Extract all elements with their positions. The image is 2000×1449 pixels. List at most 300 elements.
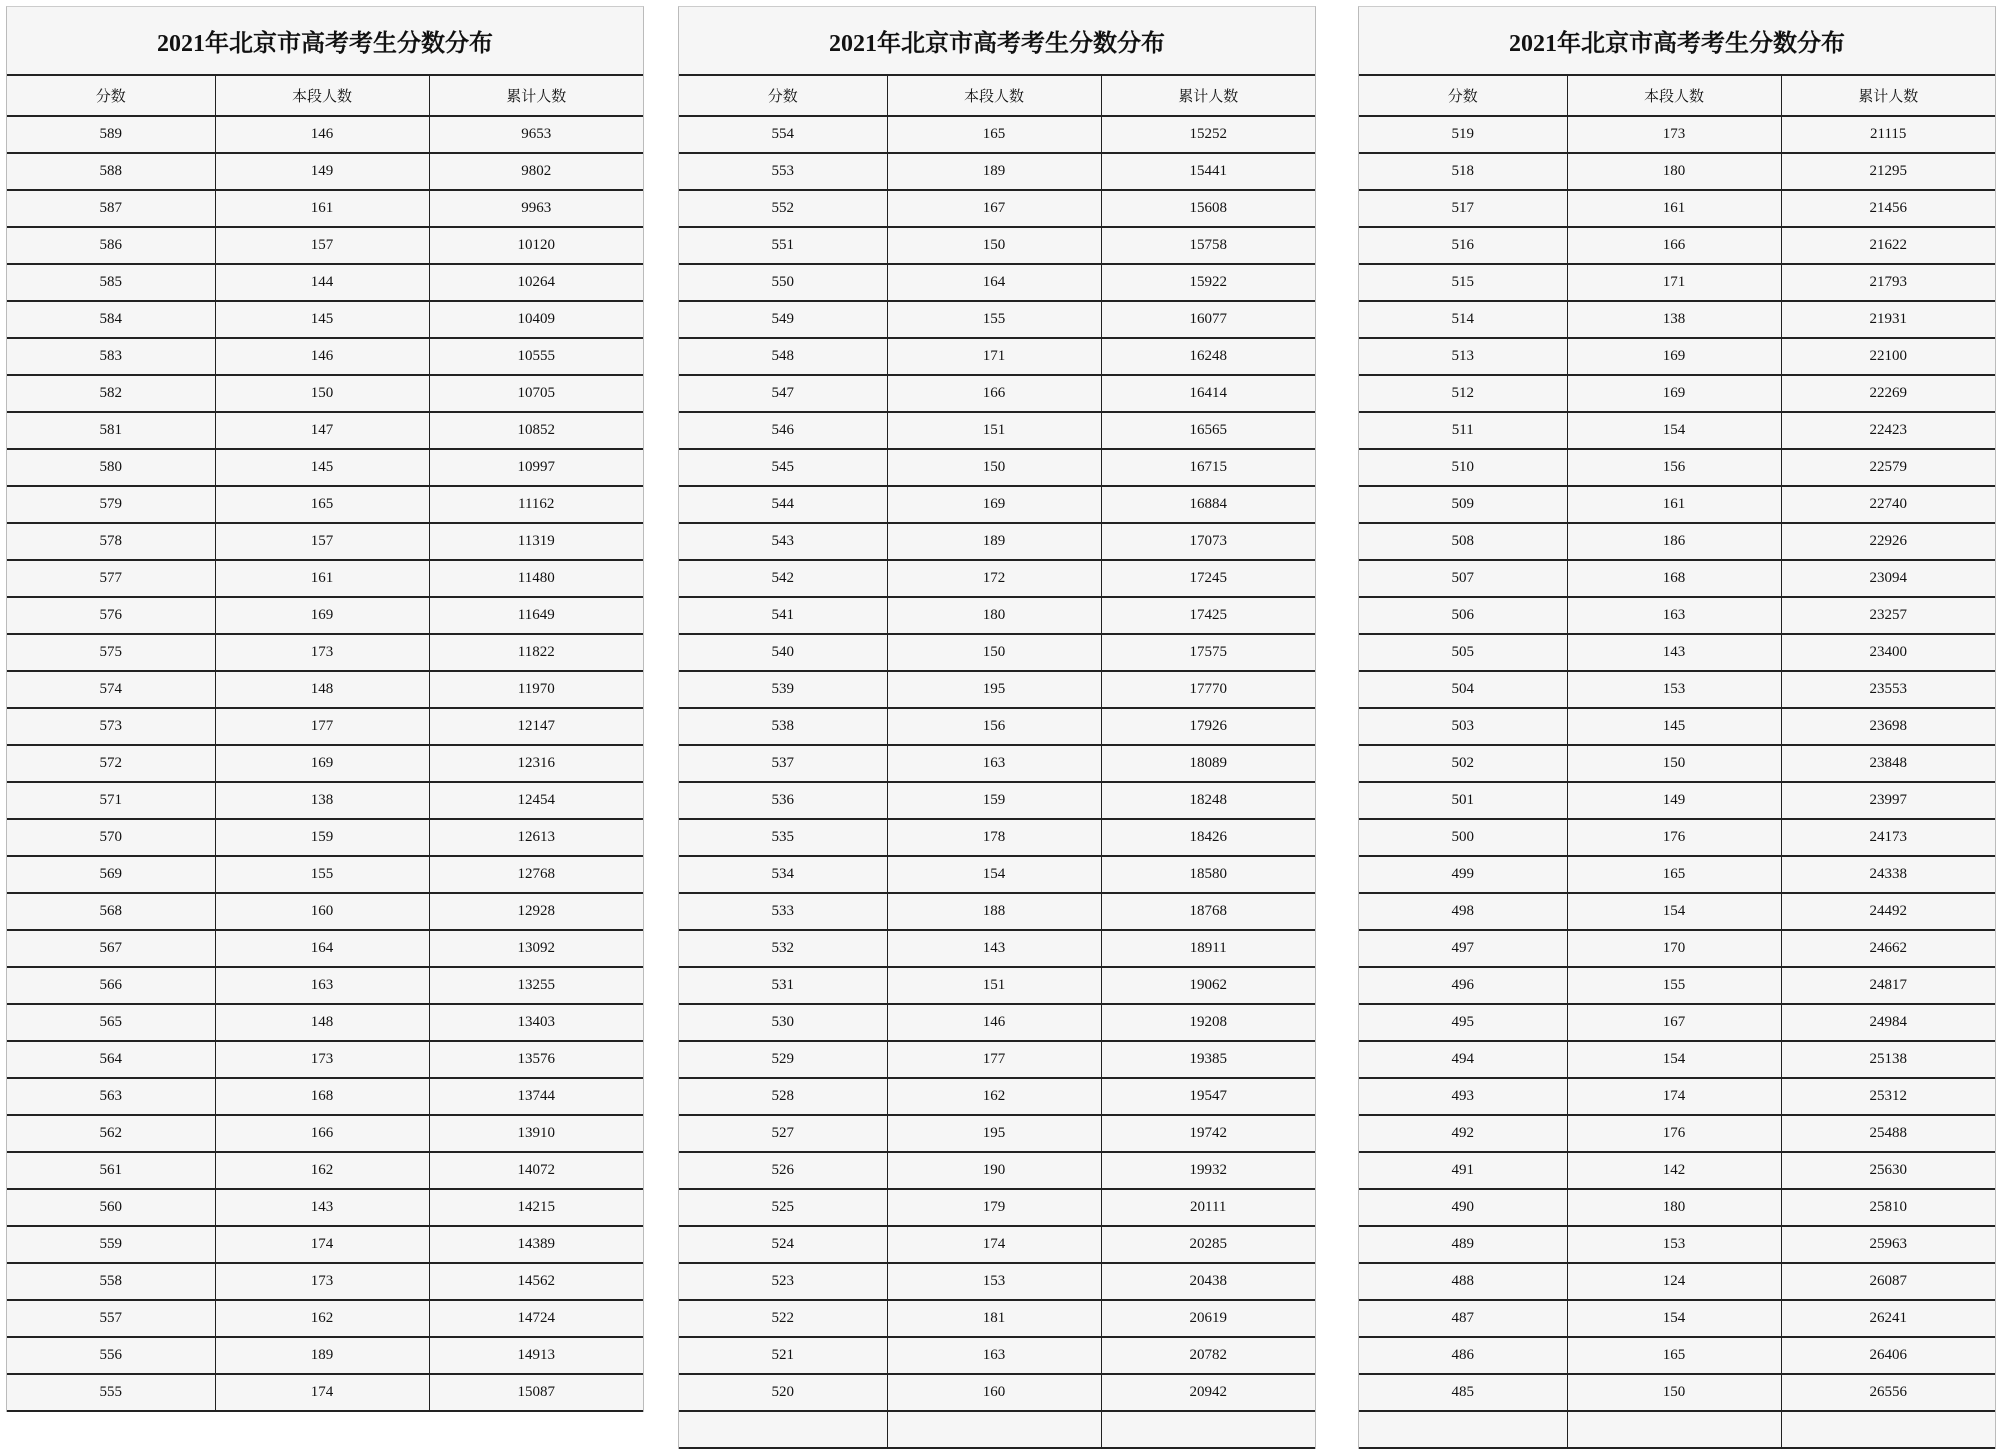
cumulative-count-header: 累计人数 <box>1781 76 1995 116</box>
table-row <box>679 375 1315 412</box>
cumulative-count-cell: 15252 <box>1101 116 1315 153</box>
score-cell: 561 <box>7 1152 215 1189</box>
table-row <box>679 116 1315 153</box>
segment-count-cell: 156 <box>887 708 1101 745</box>
table-row <box>1359 190 1995 227</box>
segment-count-cell: 163 <box>887 1337 1101 1374</box>
score-cell: 526 <box>679 1152 887 1189</box>
table-row <box>679 1004 1315 1041</box>
segment-count-cell: 167 <box>887 190 1101 227</box>
segment-count-cell: 173 <box>1567 116 1781 153</box>
cumulative-count-cell: 26556 <box>1781 1374 1995 1411</box>
segment-count-cell: 164 <box>215 930 429 967</box>
segment-count-cell: 150 <box>1567 745 1781 782</box>
segment-count-cell: 163 <box>1567 597 1781 634</box>
table-row <box>7 1078 643 1115</box>
score-cell: 507 <box>1359 560 1567 597</box>
score-cell: 495 <box>1359 1004 1567 1041</box>
cumulative-count-cell: 18911 <box>1101 930 1315 967</box>
table-row <box>1359 1004 1995 1041</box>
score-cell: 520 <box>679 1374 887 1411</box>
cumulative-count-cell: 22926 <box>1781 523 1995 560</box>
cumulative-count-cell: 23553 <box>1781 671 1995 708</box>
table-row <box>1359 338 1995 375</box>
score-cell: 502 <box>1359 745 1567 782</box>
cumulative-count-cell: 24662 <box>1781 930 1995 967</box>
segment-count-cell: 154 <box>1567 1041 1781 1078</box>
score-cell: 577 <box>7 560 215 597</box>
score-cell: 558 <box>7 1263 215 1300</box>
table-row <box>679 967 1315 1004</box>
cumulative-count-cell: 10264 <box>429 264 643 301</box>
score-table-panel-3 <box>1358 6 1996 1449</box>
segment-count-cell: 150 <box>887 634 1101 671</box>
score-cell: 522 <box>679 1300 887 1337</box>
segment-count-cell: 155 <box>887 301 1101 338</box>
segment-count-cell: 148 <box>215 671 429 708</box>
score-cell: 554 <box>679 116 887 153</box>
score-cell: 485 <box>1359 1374 1567 1411</box>
score-distribution-table <box>679 76 1315 1449</box>
table-row <box>1359 264 1995 301</box>
score-cell: 511 <box>1359 412 1567 449</box>
cumulative-count-cell: 20285 <box>1101 1226 1315 1263</box>
cumulative-count-cell: 16715 <box>1101 449 1315 486</box>
score-cell: 508 <box>1359 523 1567 560</box>
segment-count-cell: 189 <box>887 523 1101 560</box>
segment-count-cell: 174 <box>887 1226 1101 1263</box>
segment-count-cell: 165 <box>215 486 429 523</box>
table-row <box>1359 967 1995 1004</box>
score-cell: 543 <box>679 523 887 560</box>
score-cell: 556 <box>7 1337 215 1374</box>
table-row <box>7 153 643 190</box>
segment-count-cell: 165 <box>887 116 1101 153</box>
table-row <box>679 1226 1315 1263</box>
cumulative-count-cell: 25138 <box>1781 1041 1995 1078</box>
table-row <box>679 264 1315 301</box>
score-cell: 584 <box>7 301 215 338</box>
cumulative-count-cell: 19932 <box>1101 1152 1315 1189</box>
cumulative-count-cell: 26406 <box>1781 1337 1995 1374</box>
cumulative-count-cell: 16077 <box>1101 301 1315 338</box>
score-cell: 557 <box>7 1300 215 1337</box>
table-row <box>7 301 643 338</box>
table-row <box>1359 1189 1995 1226</box>
segment-count-cell: 172 <box>887 560 1101 597</box>
table-row <box>7 745 643 782</box>
segment-count-cell: 179 <box>887 1189 1101 1226</box>
segment-count-cell: 168 <box>215 1078 429 1115</box>
segment-count-cell: 124 <box>1567 1263 1781 1300</box>
cumulative-count-cell: 23698 <box>1781 708 1995 745</box>
score-cell: 513 <box>1359 338 1567 375</box>
score-cell: 516 <box>1359 227 1567 264</box>
score-cell: 539 <box>679 671 887 708</box>
segment-count-cell: 138 <box>215 782 429 819</box>
cumulative-count-cell: 12147 <box>429 708 643 745</box>
segment-count-cell: 154 <box>887 856 1101 893</box>
score-cell: 527 <box>679 1115 887 1152</box>
cumulative-count-cell: 20111 <box>1101 1189 1315 1226</box>
score-cell: 559 <box>7 1226 215 1263</box>
score-table-panel-1 <box>6 6 644 1412</box>
score-cell: 572 <box>7 745 215 782</box>
cumulative-count-cell: 21456 <box>1781 190 1995 227</box>
cumulative-count-cell: 23257 <box>1781 597 1995 634</box>
score-table-panel-2 <box>678 6 1316 1449</box>
segment-count-cell: 143 <box>1567 634 1781 671</box>
segment-count-cell: 180 <box>887 597 1101 634</box>
segment-count-cell: 149 <box>215 153 429 190</box>
cumulative-count-cell: 24492 <box>1781 893 1995 930</box>
table-row <box>679 782 1315 819</box>
segment-count-cell: 154 <box>1567 412 1781 449</box>
segment-count-cell: 169 <box>215 597 429 634</box>
segment-count-cell: 174 <box>1567 1078 1781 1115</box>
segment-count-cell: 150 <box>887 449 1101 486</box>
table-row <box>1359 116 1995 153</box>
score-cell: 569 <box>7 856 215 893</box>
cumulative-count-cell: 23848 <box>1781 745 1995 782</box>
segment-count-cell: 148 <box>215 1004 429 1041</box>
table-row <box>679 486 1315 523</box>
segment-count-cell: 176 <box>1567 1115 1781 1152</box>
cumulative-count-cell: 10705 <box>429 375 643 412</box>
score-cell: 529 <box>679 1041 887 1078</box>
segment-count-cell: 162 <box>215 1300 429 1337</box>
cumulative-count-cell: 21793 <box>1781 264 1995 301</box>
score-cell: 530 <box>679 1004 887 1041</box>
score-cell: 555 <box>7 1374 215 1411</box>
cumulative-count-cell: 15087 <box>429 1374 643 1411</box>
table-row <box>1359 449 1995 486</box>
segment-count-cell: 180 <box>1567 153 1781 190</box>
table-row <box>1359 856 1995 893</box>
table-row <box>1359 375 1995 412</box>
cumulative-count-cell: 20438 <box>1101 1263 1315 1300</box>
segment-count-cell: 195 <box>887 1115 1101 1152</box>
segment-count-cell: 165 <box>1567 856 1781 893</box>
score-cell: 588 <box>7 153 215 190</box>
table-row <box>1359 930 1995 967</box>
table-row <box>7 1152 643 1189</box>
header-row <box>1359 76 1995 116</box>
score-cell: 540 <box>679 634 887 671</box>
score-cell: 573 <box>7 708 215 745</box>
segment-count-cell: 138 <box>1567 301 1781 338</box>
cumulative-count-cell: 18426 <box>1101 819 1315 856</box>
header-row <box>679 76 1315 116</box>
score-cell: 536 <box>679 782 887 819</box>
table-row <box>1359 1263 1995 1300</box>
cumulative-count-cell: 14389 <box>429 1226 643 1263</box>
table-row <box>1359 671 1995 708</box>
cumulative-count-cell: 14562 <box>429 1263 643 1300</box>
cumulative-count-cell: 14215 <box>429 1189 643 1226</box>
score-cell: 497 <box>1359 930 1567 967</box>
segment-count-cell: 149 <box>1567 782 1781 819</box>
score-cell: 560 <box>7 1189 215 1226</box>
table-row <box>1359 1374 1995 1411</box>
score-cell: 545 <box>679 449 887 486</box>
segment-count-cell: 154 <box>1567 893 1781 930</box>
cumulative-count-cell: 21931 <box>1781 301 1995 338</box>
segment-count-cell: 177 <box>215 708 429 745</box>
cumulative-count-cell: 17926 <box>1101 708 1315 745</box>
table-row <box>679 893 1315 930</box>
score-cell: 548 <box>679 338 887 375</box>
cumulative-count-cell: 11480 <box>429 560 643 597</box>
table-row <box>7 708 643 745</box>
segment-count-cell: 145 <box>1567 708 1781 745</box>
segment-count-cell: 161 <box>1567 486 1781 523</box>
segment-count-cell: 151 <box>887 412 1101 449</box>
segment-count-cell: 151 <box>887 967 1101 1004</box>
cumulative-count-cell: 22269 <box>1781 375 1995 412</box>
segment-count-cell: 168 <box>1567 560 1781 597</box>
score-cell: 512 <box>1359 375 1567 412</box>
segment-count-cell: 171 <box>887 338 1101 375</box>
segment-count-cell: 166 <box>1567 227 1781 264</box>
cumulative-count-cell: 15758 <box>1101 227 1315 264</box>
segment-count-cell: 174 <box>215 1226 429 1263</box>
cumulative-count-cell: 23094 <box>1781 560 1995 597</box>
cumulative-count-cell: 13576 <box>429 1041 643 1078</box>
table-row <box>1359 1041 1995 1078</box>
score-cell: 491 <box>1359 1152 1567 1189</box>
cumulative-count-cell: 19062 <box>1101 967 1315 1004</box>
cumulative-count-cell: 26241 <box>1781 1300 1995 1337</box>
table-row <box>7 375 643 412</box>
cumulative-count-cell: 20942 <box>1101 1374 1315 1411</box>
table-row-partial <box>679 1411 1315 1448</box>
cumulative-count-cell: 22423 <box>1781 412 1995 449</box>
cumulative-count-cell: 25630 <box>1781 1152 1995 1189</box>
table-row <box>7 560 643 597</box>
table-row <box>7 967 643 1004</box>
cumulative-count-cell: 13255 <box>429 967 643 1004</box>
table-row <box>679 634 1315 671</box>
table-title: 2021年北京市高考考生分数分布 <box>679 7 1315 76</box>
table-row <box>1359 227 1995 264</box>
table-row <box>679 560 1315 597</box>
cumulative-count-cell: 24173 <box>1781 819 1995 856</box>
score-header: 分数 <box>679 76 887 116</box>
table-row <box>1359 486 1995 523</box>
score-cell: 528 <box>679 1078 887 1115</box>
table-row <box>679 1189 1315 1226</box>
table-row <box>679 190 1315 227</box>
cumulative-count-cell: 22740 <box>1781 486 1995 523</box>
score-cell: 498 <box>1359 893 1567 930</box>
cumulative-count-cell: 13910 <box>429 1115 643 1152</box>
segment-count-cell: 189 <box>215 1337 429 1374</box>
cumulative-count-cell: 12928 <box>429 893 643 930</box>
table-row <box>7 597 643 634</box>
score-cell: 552 <box>679 190 887 227</box>
cumulative-count-header: 累计人数 <box>429 76 643 116</box>
score-cell: 523 <box>679 1263 887 1300</box>
table-row <box>7 227 643 264</box>
score-cell: 544 <box>679 486 887 523</box>
segment-count-cell: 162 <box>887 1078 1101 1115</box>
score-cell: 524 <box>679 1226 887 1263</box>
score-cell: 532 <box>679 930 887 967</box>
score-cell: 493 <box>1359 1078 1567 1115</box>
table-row <box>679 819 1315 856</box>
cumulative-count-cell: 16565 <box>1101 412 1315 449</box>
segment-count-cell: 155 <box>1567 967 1781 1004</box>
score-distribution-table <box>7 76 643 1412</box>
score-cell: 574 <box>7 671 215 708</box>
score-cell: 581 <box>7 412 215 449</box>
score-cell: 542 <box>679 560 887 597</box>
cumulative-count-cell: 19385 <box>1101 1041 1315 1078</box>
segment-count-cell: 155 <box>215 856 429 893</box>
table-row <box>7 116 643 153</box>
table-row <box>7 1300 643 1337</box>
table-row <box>679 1078 1315 1115</box>
segment-count-cell: 173 <box>215 634 429 671</box>
segment-count-cell: 166 <box>887 375 1101 412</box>
segment-count-cell: 169 <box>887 486 1101 523</box>
cumulative-count-cell: 21115 <box>1781 116 1995 153</box>
score-cell: 580 <box>7 449 215 486</box>
table-row <box>7 190 643 227</box>
segment-count-cell: 161 <box>215 190 429 227</box>
table-row <box>7 1115 643 1152</box>
header-row <box>7 76 643 116</box>
segment-count-cell: 163 <box>887 745 1101 782</box>
cumulative-count-cell: 10997 <box>429 449 643 486</box>
score-cell: 564 <box>7 1041 215 1078</box>
table-row <box>679 1374 1315 1411</box>
segment-count-cell: 156 <box>1567 449 1781 486</box>
table-row <box>1359 634 1995 671</box>
score-cell: 486 <box>1359 1337 1567 1374</box>
segment-count-cell: 146 <box>887 1004 1101 1041</box>
segment-count-cell: 150 <box>1567 1374 1781 1411</box>
score-cell: 576 <box>7 597 215 634</box>
cumulative-count-cell: 11649 <box>429 597 643 634</box>
segment-count-cell: 147 <box>215 412 429 449</box>
cumulative-count-cell: 19547 <box>1101 1078 1315 1115</box>
table-row <box>7 634 643 671</box>
cumulative-count-cell: 16248 <box>1101 338 1315 375</box>
cumulative-count-cell: 10120 <box>429 227 643 264</box>
cumulative-count-cell: 21295 <box>1781 153 1995 190</box>
score-cell: 537 <box>679 745 887 782</box>
cumulative-count-cell: 19742 <box>1101 1115 1315 1152</box>
cumulative-count-cell: 17575 <box>1101 634 1315 671</box>
segment-count-cell: 154 <box>1567 1300 1781 1337</box>
segment-count-cell: 143 <box>215 1189 429 1226</box>
table-title: 2021年北京市高考考生分数分布 <box>7 7 643 76</box>
score-cell: 567 <box>7 930 215 967</box>
table-row <box>1359 1226 1995 1263</box>
cumulative-count-cell: 13744 <box>429 1078 643 1115</box>
cumulative-count-cell: 15608 <box>1101 190 1315 227</box>
cumulative-count-cell: 9802 <box>429 153 643 190</box>
segment-count-cell: 161 <box>215 560 429 597</box>
segment-count-cell: 195 <box>887 671 1101 708</box>
cumulative-count-cell: 17073 <box>1101 523 1315 560</box>
cumulative-count-cell: 22579 <box>1781 449 1995 486</box>
table-row <box>7 1004 643 1041</box>
score-cell: 499 <box>1359 856 1567 893</box>
score-cell: 546 <box>679 412 887 449</box>
table-row <box>679 597 1315 634</box>
segment-count-cell: 177 <box>887 1041 1101 1078</box>
table-row <box>679 227 1315 264</box>
cumulative-count-cell: 9963 <box>429 190 643 227</box>
score-cell: 518 <box>1359 153 1567 190</box>
table-row <box>679 338 1315 375</box>
cumulative-count-cell: 18248 <box>1101 782 1315 819</box>
score-cell: 501 <box>1359 782 1567 819</box>
table-row <box>679 449 1315 486</box>
segment-count-cell: 159 <box>887 782 1101 819</box>
table-row <box>1359 745 1995 782</box>
table-row <box>679 153 1315 190</box>
cumulative-count-cell: 17770 <box>1101 671 1315 708</box>
cumulative-count-cell: 12613 <box>429 819 643 856</box>
segment-count-cell: 160 <box>215 893 429 930</box>
score-cell: 582 <box>7 375 215 412</box>
table-row <box>1359 708 1995 745</box>
cumulative-count-cell: 19208 <box>1101 1004 1315 1041</box>
table-row <box>1359 893 1995 930</box>
table-row <box>679 671 1315 708</box>
score-cell: 562 <box>7 1115 215 1152</box>
table-row-partial <box>1359 1411 1995 1448</box>
table-row <box>679 1152 1315 1189</box>
segment-count-cell: 188 <box>887 893 1101 930</box>
score-cell: 488 <box>1359 1263 1567 1300</box>
score-cell: 563 <box>7 1078 215 1115</box>
segment-count-cell: 173 <box>215 1263 429 1300</box>
score-cell: 531 <box>679 967 887 1004</box>
score-cell: 504 <box>1359 671 1567 708</box>
cumulative-count-cell: 18580 <box>1101 856 1315 893</box>
segment-count-cell: 162 <box>215 1152 429 1189</box>
segment-count-cell: 169 <box>1567 338 1781 375</box>
score-cell: 510 <box>1359 449 1567 486</box>
segment-count-header: 本段人数 <box>215 76 429 116</box>
segment-count-cell: 169 <box>1567 375 1781 412</box>
cumulative-count-cell: 16884 <box>1101 486 1315 523</box>
segment-count-cell: 173 <box>215 1041 429 1078</box>
table-row <box>7 930 643 967</box>
segment-count-cell: 144 <box>215 264 429 301</box>
table-row <box>679 1337 1315 1374</box>
table-row <box>679 1263 1315 1300</box>
score-cell: 535 <box>679 819 887 856</box>
table-row <box>679 523 1315 560</box>
table-row <box>7 1189 643 1226</box>
segment-count-cell: 142 <box>1567 1152 1781 1189</box>
table-row <box>7 449 643 486</box>
score-cell: 586 <box>7 227 215 264</box>
table-row <box>679 1115 1315 1152</box>
table-row <box>1359 597 1995 634</box>
cumulative-count-cell: 25312 <box>1781 1078 1995 1115</box>
segment-count-cell: 186 <box>1567 523 1781 560</box>
table-row <box>679 745 1315 782</box>
table-row <box>7 856 643 893</box>
segment-count-cell: 160 <box>887 1374 1101 1411</box>
